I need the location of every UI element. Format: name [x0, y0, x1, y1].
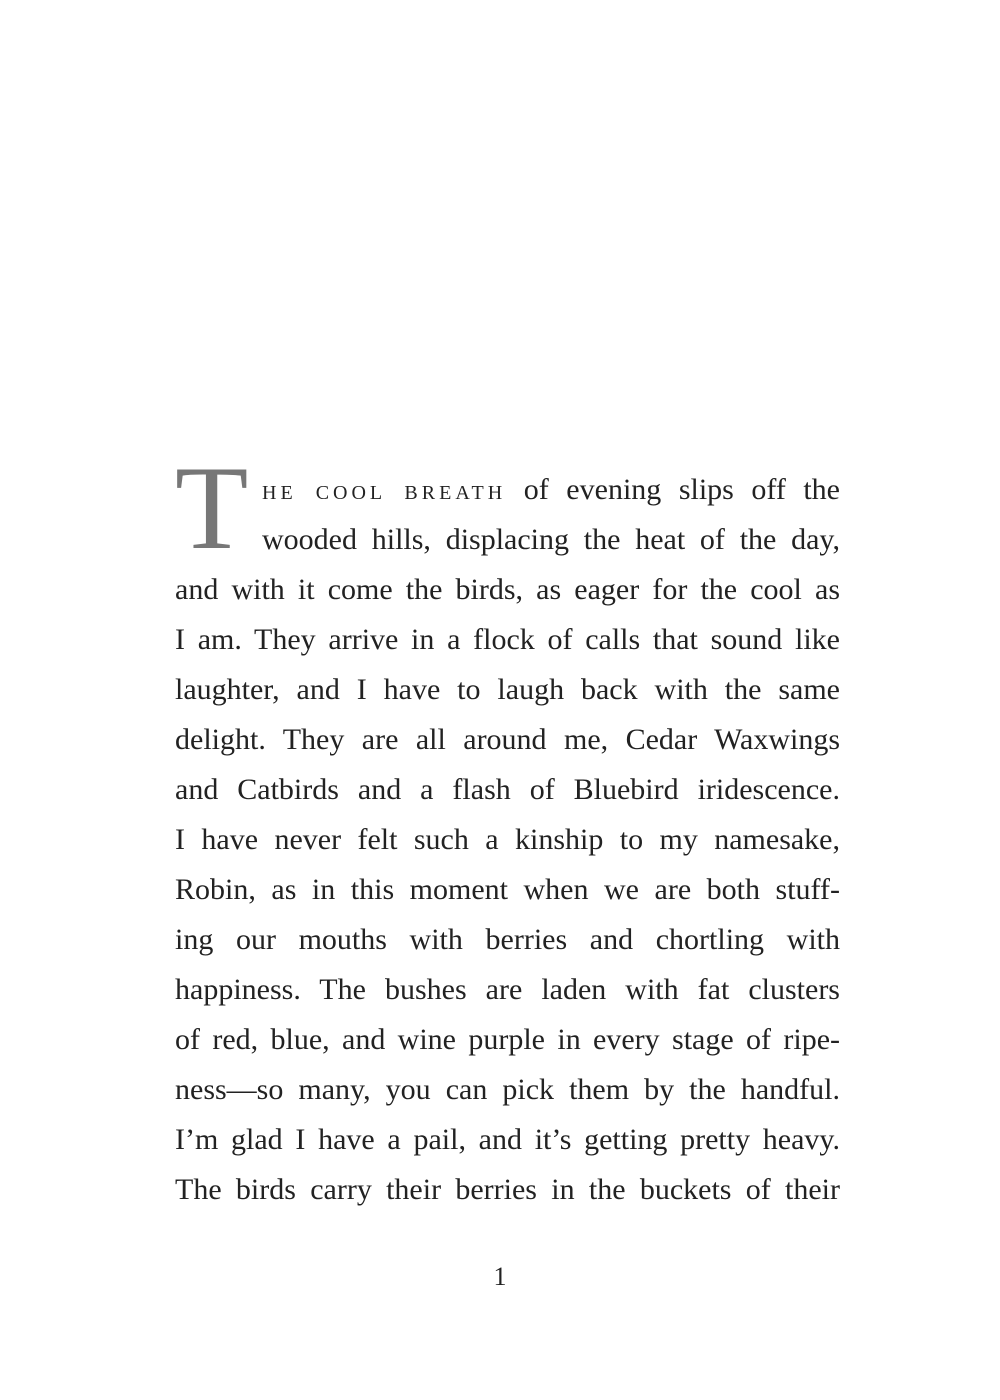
text-line-7: and Catbirds and a flash of Bluebird iridescence. [175, 773, 840, 806]
body-text [175, 465, 840, 1215]
text-line-1 [262, 465, 840, 515]
text-line-12: of red, blue, and wine purple in every stage of ripe- [175, 1023, 840, 1056]
opening-small-caps: HE COOL BREATH [262, 482, 507, 504]
text-line-13: ness—so many, you can pick them by the handful. [175, 1073, 840, 1106]
text-line-9: Robin, as in this moment when we are both stuff- [175, 873, 840, 906]
text-line-5: laughter, and I have to laugh back with the same [175, 673, 840, 706]
page-number: 1 [493, 1262, 507, 1291]
drop-cap: T [175, 441, 249, 574]
text-line-4: I am. They arrive in a flock of calls that sound like [175, 623, 840, 656]
opening-rest: of evening slips off the [523, 473, 840, 506]
text-line-8: I have never felt such a kinship to my namesake, [175, 823, 840, 856]
text-line-2: wooded hills, displacing the heat of the day, [262, 523, 840, 556]
text-line-10: ing our mouths with berries and chortling with [175, 923, 840, 956]
text-line-3: and with it come the birds, as eager for the cool as [175, 573, 840, 606]
text-line-14: I’m glad I have a pail, and it’s getting pretty heavy. [175, 1123, 840, 1156]
text-line-15: The birds carry their berries in the buckets of their [175, 1173, 840, 1206]
text-line-6: delight. They are all around me, Cedar Waxwings [175, 723, 840, 756]
text-line-11: happiness. The bushes are laden with fat clusters [175, 973, 840, 1006]
